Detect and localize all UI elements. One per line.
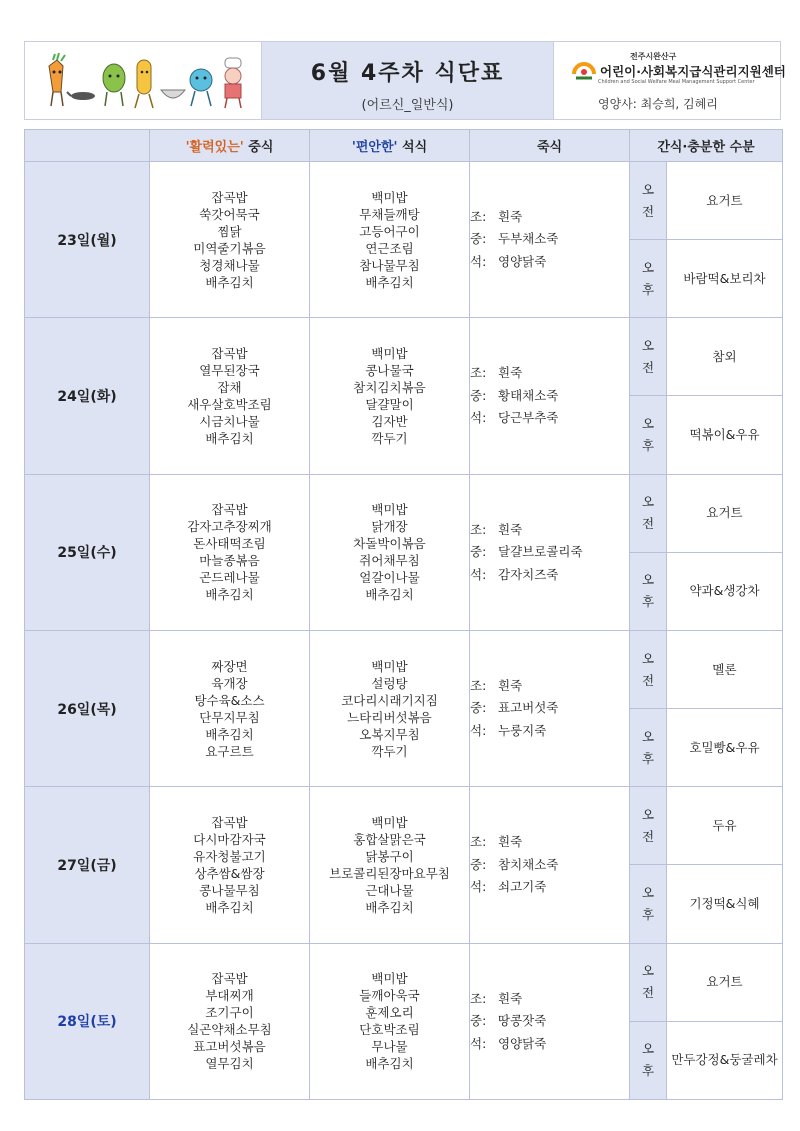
lunch-dish: 콩나물무침: [199, 882, 260, 898]
lunch-dish: 배추김치: [205, 587, 254, 603]
lunch-dish: 부대찌개: [205, 988, 254, 1004]
dinner-dish: 느타리버섯볶음: [347, 709, 432, 725]
am-label: 오 전: [630, 162, 667, 240]
meal-time-label: 석:: [470, 566, 487, 582]
dinner-dish: 깍두기: [371, 743, 408, 759]
lunch-dish: 잡곡밥: [211, 345, 248, 361]
meal-time-label: 조:: [470, 208, 487, 224]
am-snack: 참외: [667, 318, 783, 396]
pm-label: 오 후: [630, 240, 667, 318]
lunch-column-header: '활력있는' 중식: [150, 130, 310, 162]
porridge-item: 두부채소죽: [498, 231, 559, 247]
lunch-dish: 표고버섯볶음: [193, 1039, 266, 1055]
pm-label: 오 후: [630, 552, 667, 630]
porridge-line: [470, 385, 629, 408]
day-row: [25, 630, 783, 708]
meal-time-label: 조:: [470, 990, 487, 1006]
dinner-dish: 연근조림: [365, 240, 414, 256]
meal-time-label: 중:: [470, 1013, 487, 1029]
dinner-menu-cell: [310, 943, 470, 1099]
dinner-menu-cell: [310, 630, 470, 786]
lunch-dish: 감자고추장찌개: [187, 519, 272, 535]
snack-column-header: 간식·충분한 수분: [630, 130, 783, 162]
day-row: [25, 943, 783, 1021]
pm-snack: 기정떡&식혜: [667, 865, 783, 943]
am-label: 오 전: [630, 474, 667, 552]
page-header: [24, 41, 786, 120]
porridge-column-header: 죽식: [470, 130, 630, 162]
lunch-menu-cell: [150, 162, 310, 318]
day-row: [25, 474, 783, 552]
lunch-dish: 유자청불고기: [193, 848, 266, 864]
porridge-item: 영양닭죽: [498, 1035, 547, 1051]
porridge-line: [470, 675, 629, 698]
pm-label: 오 후: [630, 709, 667, 787]
am-snack: 요거트: [667, 943, 783, 1021]
am-label: 오 전: [630, 943, 667, 1021]
porridge-line: [470, 228, 629, 251]
pm-snack: 떡볶이&우유: [667, 396, 783, 474]
meal-time-label: 조:: [470, 365, 487, 381]
dinner-dish: 브로콜리된장마요무침: [329, 865, 450, 881]
dinner-dish: 들깨아욱국: [359, 988, 420, 1004]
lunch-dish: 육개장: [211, 675, 248, 691]
day-label: 25일(수): [25, 474, 150, 630]
porridge-line: [470, 362, 629, 385]
lunch-dish: 잡곡밥: [211, 502, 248, 518]
dinner-dish: 오복지무침: [359, 726, 420, 742]
lunch-menu-cell: [150, 630, 310, 786]
dinner-dish: 설렁탕: [371, 675, 408, 691]
org-name: 어린이·사회복지급식관리지원센터: [600, 64, 786, 79]
porridge-item: 당근부추죽: [498, 410, 559, 426]
lunch-dish: 실곤약채소무침: [187, 1022, 272, 1038]
food-characters-icon: [39, 52, 249, 112]
am-snack: 요거트: [667, 162, 783, 240]
porridge-item: 감자치즈죽: [498, 566, 559, 582]
porridge-line: [470, 251, 629, 274]
lunch-dish: 배추김치: [205, 274, 254, 290]
dinner-dish: 콩나물국: [365, 362, 414, 378]
center-logo-icon: [570, 60, 598, 86]
dinner-dish: 훈제오리: [365, 1005, 414, 1021]
porridge-line: [470, 1010, 629, 1033]
porridge-menu-cell: [470, 787, 630, 943]
page-title: 6월 4주차 식단표: [310, 61, 505, 86]
porridge-item: 영양닭죽: [498, 253, 547, 269]
day-label: 24일(화): [25, 318, 150, 474]
lunch-menu-cell: [150, 943, 310, 1099]
meal-time-label: 중:: [470, 231, 487, 247]
lunch-dish: 요구르트: [205, 743, 254, 759]
page-subtitle: (어르신_일반식): [361, 98, 454, 113]
meal-time-label: 조:: [470, 834, 487, 850]
dinner-menu-cell: [310, 474, 470, 630]
dinner-dish: 백미밥: [371, 502, 408, 518]
pm-label: 오 후: [630, 396, 667, 474]
table-header-row: [25, 130, 783, 162]
porridge-item: 땅콩잣죽: [498, 1013, 547, 1029]
lunch-dish: 배추김치: [205, 726, 254, 742]
meal-time-label: 중:: [470, 544, 487, 560]
pm-snack: 바람떡&보리차: [667, 240, 783, 318]
lunch-menu-cell: [150, 318, 310, 474]
lunch-dish: 잡곡밥: [211, 971, 248, 987]
lunch-dish: 탕수육&소스: [194, 692, 265, 708]
lunch-menu-cell: [150, 787, 310, 943]
meal-time-label: 중:: [470, 387, 487, 403]
lunch-menu-cell: [150, 474, 310, 630]
dinner-dish: 백미밥: [371, 189, 408, 205]
am-snack: 두유: [667, 787, 783, 865]
dinner-menu-cell: [310, 318, 470, 474]
lunch-dish: 상추쌈&쌈장: [194, 865, 265, 881]
lunch-dish: 조기구이: [205, 1005, 254, 1021]
dinner-dish: 쥐어채무침: [359, 553, 420, 569]
header-illustration-area: [25, 42, 261, 119]
porridge-line: [470, 407, 629, 430]
dinner-dish: 백미밥: [371, 971, 408, 987]
corner-header-cell: [25, 130, 150, 162]
meal-time-label: 중:: [470, 856, 487, 872]
lunch-dish: 단무지무침: [199, 709, 260, 725]
porridge-menu-cell: [470, 162, 630, 318]
porridge-line: [470, 564, 629, 587]
dinner-dish: 근대나물: [365, 882, 414, 898]
porridge-item: 흰죽: [498, 208, 523, 224]
dinner-menu-cell: [310, 787, 470, 943]
lunch-dish: 쑥갓어묵국: [199, 206, 260, 222]
dinner-dish: 닭개장: [371, 519, 408, 535]
pm-snack: 약과&생강차: [667, 552, 783, 630]
porridge-item: 흰죽: [498, 990, 523, 1006]
am-snack: 요거트: [667, 474, 783, 552]
lunch-dish: 곤드레나물: [199, 570, 260, 586]
porridge-line: [470, 831, 629, 854]
porridge-line: [470, 697, 629, 720]
lunch-dish: 배추김치: [205, 899, 254, 915]
pm-label: 오 후: [630, 1021, 667, 1099]
lunch-dish: 짜장면: [211, 658, 248, 674]
day-label: 28일(토): [25, 943, 150, 1099]
am-label: 오 전: [630, 787, 667, 865]
dietitian-names: 영양사: 최승희, 김혜리: [598, 97, 718, 111]
dinner-dish: 고등어구이: [359, 223, 420, 239]
pm-snack: 호밀빵&우유: [667, 709, 783, 787]
lunch-dish: 찜닭: [217, 223, 242, 239]
dinner-dish: 백미밥: [371, 658, 408, 674]
dinner-column-header: '편안한' 석식: [310, 130, 470, 162]
lunch-dish: 마늘종볶음: [199, 553, 260, 569]
dinner-dish: 김자반: [371, 413, 408, 429]
meal-time-label: 중:: [470, 700, 487, 716]
pm-label: 오 후: [630, 865, 667, 943]
dinner-dish: 배추김치: [365, 274, 414, 290]
lunch-dish: 새우살호박조림: [187, 396, 272, 412]
meal-time-label: 조:: [470, 521, 487, 537]
lunch-dish: 돈사태떡조림: [193, 536, 266, 552]
dinner-dish: 참나물무침: [359, 257, 420, 273]
day-row: [25, 318, 783, 396]
porridge-line: [470, 541, 629, 564]
lunch-dish: 열무된장국: [199, 362, 260, 378]
dinner-dish: 얼갈이나물: [359, 570, 420, 586]
porridge-item: 흰죽: [498, 521, 523, 537]
dinner-dish: 백미밥: [371, 814, 408, 830]
lunch-dish: 잡곡밥: [211, 189, 248, 205]
lunch-dish: 잡채: [217, 379, 242, 395]
porridge-menu-cell: [470, 474, 630, 630]
lunch-dish: 배추김치: [205, 430, 254, 446]
org-district: 전주시완산구: [630, 52, 677, 61]
porridge-item: 흰죽: [498, 677, 523, 693]
porridge-item: 황태채소죽: [498, 387, 559, 403]
porridge-item: 흰죽: [498, 834, 523, 850]
porridge-line: [470, 206, 629, 229]
dinner-dish: 무나물: [371, 1039, 408, 1055]
am-label: 오 전: [630, 318, 667, 396]
dinner-dish: 무채들깨탕: [359, 206, 420, 222]
porridge-line: [470, 519, 629, 542]
lunch-dish: 시금치나물: [199, 413, 260, 429]
dinner-dish: 참치김치볶음: [353, 379, 426, 395]
porridge-menu-cell: [470, 630, 630, 786]
dinner-dish: 달걀말이: [365, 396, 414, 412]
dinner-dish: 깍두기: [371, 430, 408, 446]
porridge-line: [470, 854, 629, 877]
org-english-name: Children and Social Welfare Meal Management Support Center: [598, 79, 755, 85]
header-org-area: [554, 42, 786, 119]
meal-time-label: 석:: [470, 253, 487, 269]
lunch-dish: 다시마감자국: [193, 831, 266, 847]
porridge-item: 흰죽: [498, 365, 523, 381]
porridge-line: [470, 876, 629, 899]
day-label: 23일(월): [25, 162, 150, 318]
lunch-dish: 청경채나물: [199, 257, 260, 273]
lunch-dish: 잡곡밥: [211, 814, 248, 830]
header-title-area: [261, 42, 554, 119]
am-snack: 멜론: [667, 630, 783, 708]
lunch-dish: 미역줄기볶음: [193, 240, 266, 256]
pm-snack: 만두강정&둥굴레차: [667, 1021, 783, 1099]
am-label: 오 전: [630, 630, 667, 708]
dinner-dish: 단호박조림: [359, 1022, 420, 1038]
porridge-menu-cell: [470, 943, 630, 1099]
dinner-dish: 배추김치: [365, 899, 414, 915]
porridge-item: 표고버섯죽: [498, 700, 559, 716]
day-row: [25, 787, 783, 865]
porridge-item: 참치채소죽: [498, 856, 559, 872]
dinner-dish: 코다리시래기지짐: [341, 692, 438, 708]
porridge-menu-cell: [470, 318, 630, 474]
meal-time-label: 석:: [470, 722, 487, 738]
porridge-line: [470, 720, 629, 743]
porridge-item: 달걀브로콜리죽: [498, 544, 583, 560]
dinner-dish: 홍합살맑은국: [353, 831, 426, 847]
meal-time-label: 석:: [470, 410, 487, 426]
dinner-dish: 배추김치: [365, 587, 414, 603]
dinner-menu-cell: [310, 162, 470, 318]
porridge-line: [470, 988, 629, 1011]
meal-time-label: 석:: [470, 1035, 487, 1051]
weekly-menu-table: [24, 129, 783, 1100]
dinner-dish: 배추김치: [365, 1056, 414, 1072]
dinner-dish: 닭봉구이: [365, 848, 414, 864]
porridge-item: 쇠고기죽: [498, 879, 547, 895]
day-label: 26일(목): [25, 630, 150, 786]
porridge-line: [470, 1033, 629, 1056]
day-label: 27일(금): [25, 787, 150, 943]
day-row: [25, 162, 783, 240]
meal-time-label: 조:: [470, 677, 487, 693]
dinner-dish: 차돌박이볶음: [353, 536, 426, 552]
meal-time-label: 석:: [470, 879, 487, 895]
dinner-dish: 백미밥: [371, 345, 408, 361]
lunch-dish: 열무김치: [205, 1056, 254, 1072]
porridge-item: 누룽지죽: [498, 722, 547, 738]
